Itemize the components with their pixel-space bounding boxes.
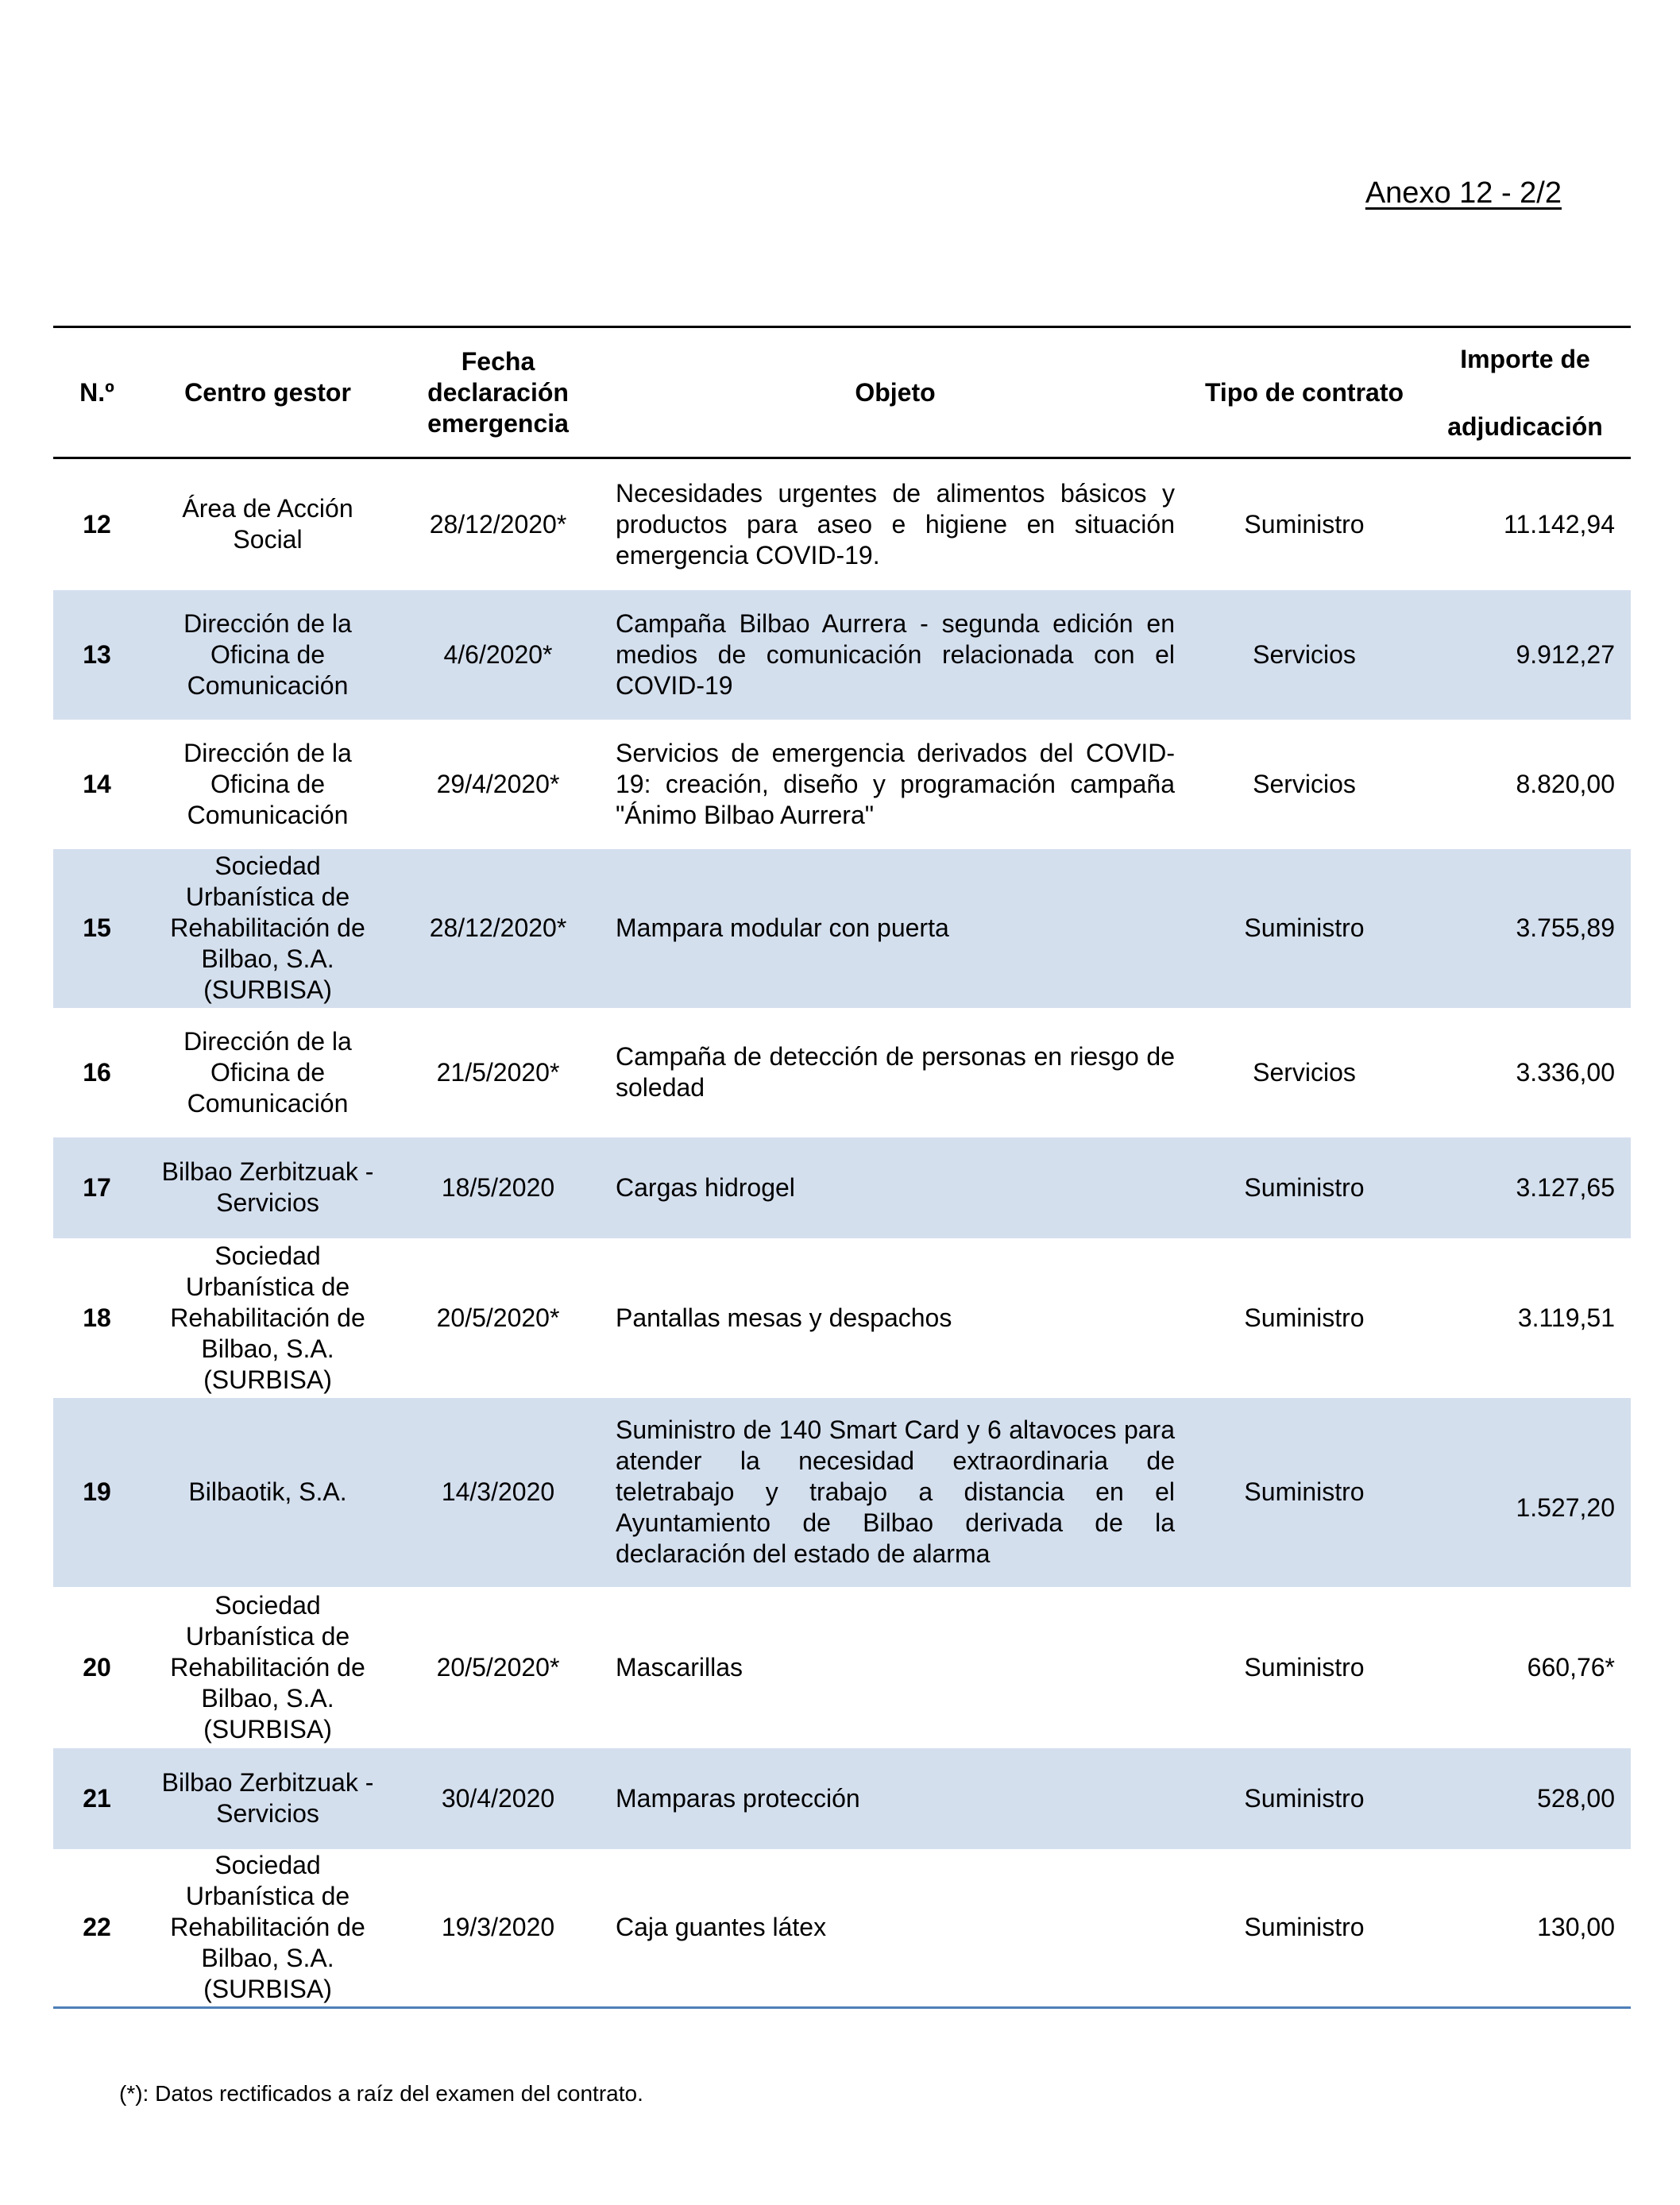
cell-centro: Bilbao Zerbitzuak - Servicios [141, 1748, 395, 1849]
cell-centro: Dirección de la Oficina de Comunicación [183, 738, 352, 829]
cell-importe: 3.755,89 [1419, 849, 1631, 1008]
cell-tipo: Suministro [1189, 1137, 1419, 1238]
cell-importe: 11.142,94 [1504, 509, 1615, 539]
cell-tipo: Suministro [1189, 1398, 1419, 1587]
table-row [53, 849, 1631, 1008]
cell-fecha: 29/4/2020* [436, 769, 560, 798]
cell-num: 22 [53, 1849, 141, 2008]
cell-objeto: Campaña Bilbao Aurrera - segunda edición en medios de comunicación relacionada con el COVID-19 [601, 590, 1189, 720]
table-row [53, 1748, 1631, 1849]
cell-num: 13 [53, 590, 141, 720]
cell-num: 15 [53, 849, 141, 1008]
header-centro-gestor: Centro gestor [141, 327, 395, 458]
header-importe [1419, 327, 1631, 458]
footnote: (*): Datos rectificados a raíz del examen del contrato. [119, 2081, 643, 2106]
table-row [53, 1849, 1631, 2008]
cell-objeto: Cargas hidrogel [601, 1137, 1189, 1238]
cell-num: 19 [53, 1398, 141, 1587]
table-row [53, 1587, 1631, 1748]
cell-fecha: 20/5/2020* [436, 1652, 560, 1682]
emergency-contracts-table [53, 326, 1631, 2009]
header-num: N.º [53, 327, 141, 458]
cell-objeto: Mampara modular con puerta [601, 849, 1189, 1008]
cell-centro: Sociedad Urbanística de Rehabilitación de Bilbao, S.A. (SURBISA) [141, 849, 395, 1008]
cell-fecha: 30/4/2020 [395, 1748, 601, 1849]
header-fecha: Fecha declaración emergencia [395, 327, 601, 458]
cell-importe: 3.336,00 [1516, 1057, 1615, 1087]
cell-num: 17 [53, 1137, 141, 1238]
cell-importe: 660,76* [1527, 1652, 1615, 1682]
cell-tipo: Suministro [1189, 1748, 1419, 1849]
cell-centro: Sociedad Urbanística de Rehabilitación de Bilbao, S.A. (SURBISA) [141, 1849, 395, 2008]
cell-fecha: 28/12/2020* [429, 509, 567, 539]
cell-tipo: Suministro [1244, 1303, 1365, 1332]
cell-centro: Dirección de la Oficina de Comunicación [141, 590, 395, 720]
table-row [53, 720, 1631, 849]
cell-objeto: Mamparas protección [601, 1748, 1189, 1849]
table-header-row [53, 327, 1631, 458]
cell-objeto: Campaña de detección de personas en riesgo de soledad [616, 1042, 1175, 1102]
cell-importe: 3.127,65 [1419, 1137, 1631, 1238]
cell-centro: Bilbaotik, S.A. [141, 1398, 395, 1587]
table-row [53, 1008, 1631, 1137]
table-row [53, 1137, 1631, 1238]
cell-num: 12 [83, 509, 111, 539]
cell-tipo: Servicios [1253, 1057, 1356, 1087]
cell-fecha: 19/3/2020 [395, 1849, 601, 2008]
header-tipo-contrato: Tipo de contrato [1189, 327, 1419, 458]
cell-num: 14 [83, 769, 111, 798]
cell-tipo: Suministro [1244, 1652, 1365, 1682]
cell-objeto: Suministro de 140 Smart Card y 6 altavoces para atender la necesidad extraordinaria de teletrabajo y trabajo a distancia en el Ayuntamiento de Bilbao derivada de la declaración del estado de alarma [601, 1398, 1189, 1587]
header-importe-line2: adjudicación [1447, 412, 1603, 441]
header-objeto: Objeto [601, 327, 1189, 458]
cell-num: 21 [53, 1748, 141, 1849]
cell-centro: Bilbao Zerbitzuak - Servicios [141, 1137, 395, 1238]
cell-importe: 528,00 [1419, 1748, 1631, 1849]
cell-num: 20 [83, 1652, 111, 1682]
annex-title: Anexo 12 - 2/2 [1365, 176, 1562, 210]
cell-num: 16 [83, 1057, 111, 1087]
cell-tipo: Servicios [1189, 590, 1419, 720]
cell-fecha: 14/3/2020 [395, 1398, 601, 1587]
cell-objeto: Necesidades urgentes de alimentos básicos y productos para aseo e higiene en situación emergencia COVID-19. [616, 478, 1175, 570]
cell-fecha: 20/5/2020* [436, 1303, 560, 1332]
cell-importe: 130,00 [1419, 1849, 1631, 2008]
cell-centro: Dirección de la Oficina de Comunicación [183, 1026, 352, 1118]
header-importe-line1: Importe de [1460, 345, 1590, 373]
cell-centro: Área de Acción Social [182, 494, 353, 554]
cell-importe: 3.119,51 [1517, 1303, 1615, 1332]
table-row [53, 1398, 1631, 1587]
cell-objeto: Pantallas mesas y despachos [616, 1303, 952, 1332]
cell-centro: Sociedad Urbanística de Rehabilitación de Bilbao, S.A. (SURBISA) [170, 1241, 365, 1394]
cell-importe: 1.527,20 [1419, 1398, 1631, 1587]
cell-fecha: 4/6/2020* [395, 590, 601, 720]
cell-tipo: Suministro [1189, 1849, 1419, 2008]
cell-objeto: Caja guantes látex [601, 1849, 1189, 2008]
cell-objeto: Mascarillas [616, 1652, 743, 1682]
cell-fecha: 21/5/2020* [436, 1057, 560, 1087]
cell-tipo: Suministro [1244, 509, 1365, 539]
table-row [53, 590, 1631, 720]
cell-tipo: Suministro [1189, 849, 1419, 1008]
cell-fecha: 18/5/2020 [395, 1137, 601, 1238]
cell-fecha: 28/12/2020* [395, 849, 601, 1008]
cell-tipo: Servicios [1253, 769, 1356, 798]
contracts-table-wrapper [53, 326, 1631, 2009]
cell-objeto: Servicios de emergencia derivados del COVID-19: creación, diseño y programación campaña "Ánimo Bilbao Aurrera" [616, 738, 1175, 829]
cell-importe: 8.820,00 [1516, 769, 1615, 798]
table-row [53, 458, 1631, 590]
table-row [53, 1238, 1631, 1398]
cell-centro: Sociedad Urbanística de Rehabilitación de Bilbao, S.A. (SURBISA) [170, 1590, 365, 1744]
cell-num: 18 [83, 1303, 111, 1332]
cell-importe: 9.912,27 [1419, 590, 1631, 720]
